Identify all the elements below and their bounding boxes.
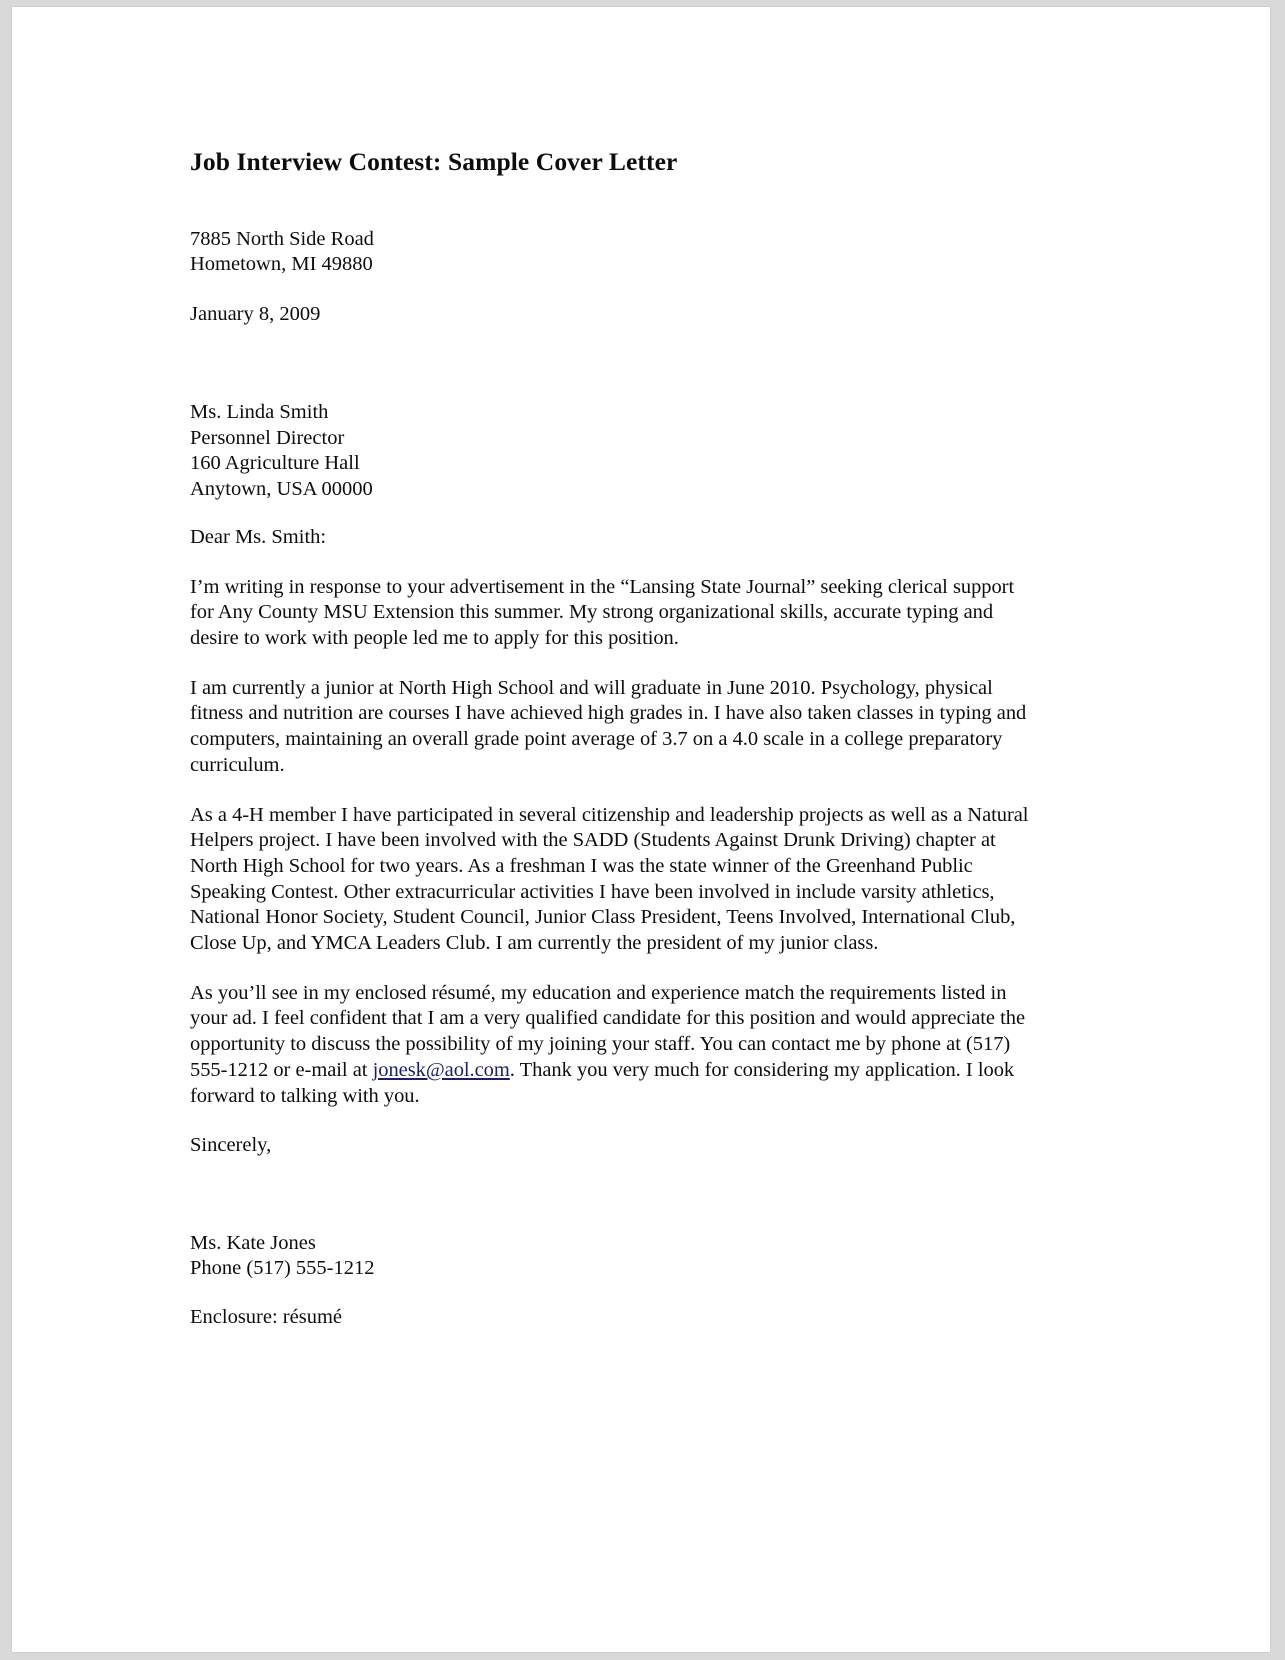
salutation: Dear Ms. Smith: [190, 526, 327, 549]
body-paragraph-1: I’m writing in response to your advertisement in the “Lansing State Journal” seeking clerical support for Any County MSU Extension this summer. My strong organizational skills, accurate typing and desire to work with people led me to apply for this position. [190, 575, 1015, 649]
page-title: Job Interview Contest: Sample Cover Letter [190, 147, 678, 176]
document-sheet [12, 7, 1270, 1652]
body-paragraph-3: As a 4-H member I have participated in several citizenship and leadership projects as well as a Natural Helpers project. I have been involved with the SADD (Students Against Drunk Driving) chapter at North High School for two years. As a freshman I was the state winner of the Greenhand Public Speaking Contest. Other extracurricular activities I have been involved in include varsity athletics, National Honor Society, Student Council, Junior Class President, Teens Involved, International Club, Close Up, and YMCA Leaders Club. I am currently the president of my junior class. [190, 803, 1029, 955]
cover-letter-body [190, 147, 1042, 1330]
spacer-before-paragraph-2 [190, 652, 1042, 676]
body-paragraph-2: I am currently a junior at North High School and will graduate in June 2010. Psychology, physical fitness and nutrition are courses I have achieved high grades in. I have also taken classes in typing and computers, maintaining an overall grade point average of 3.7 on a 4.0 scale in a college preparatory curriculum. [190, 676, 1027, 776]
letter-date: January 8, 2009 [190, 302, 321, 325]
spacer-before-recipient [190, 327, 1042, 400]
spacer-before-paragraph-4 [190, 957, 1042, 981]
spacer-before-closing [190, 1109, 1042, 1133]
spacer-before-enclosure [190, 1282, 1042, 1305]
paragraph-4-text-before-email: As you’ll see in my enclosed résumé, my education and experience match the requirements listed in your ad. I feel confident that I am a very qualified candidate for this position and would appreciate the opportunity to discuss the possibility of my joining your staff. You can contact me by phone at (517) 555-1212 or e-mail at [190, 981, 1026, 1081]
sender-city-state-zip: Hometown, MI 49880 [190, 253, 373, 276]
recipient-city-state-zip: Anytown, USA 00000 [190, 477, 373, 500]
body-paragraph-4 [190, 981, 1042, 1110]
document-page [12, 7, 1270, 1652]
paragraph-4-text-after-email: . Thank you very much for considering my application. I look forward to talking with you. [190, 1058, 1015, 1107]
signature-space [190, 1159, 1042, 1231]
signer-phone: Phone (517) 555-1212 [190, 1257, 375, 1280]
closing-salutation: Sincerely, [190, 1134, 272, 1157]
recipient-name: Ms. Linda Smith [190, 401, 329, 424]
spacer-before-paragraph-3 [190, 779, 1042, 803]
recipient-job-title: Personnel Director [190, 426, 345, 449]
recipient-street: 160 Agriculture Hall [190, 452, 360, 475]
signer-name: Ms. Kate Jones [190, 1231, 316, 1254]
sender-address-block [190, 227, 1042, 278]
spacer-before-paragraph-1 [190, 551, 1042, 575]
sender-street: 7885 North Side Road [190, 227, 374, 250]
spacer-before-salutation [190, 502, 1042, 525]
email-link[interactable]: jonesk@aol.com [372, 1058, 510, 1081]
recipient-address-block [190, 400, 1042, 502]
signature-block [190, 1231, 1042, 1282]
enclosure-note: Enclosure: résumé [190, 1305, 342, 1328]
